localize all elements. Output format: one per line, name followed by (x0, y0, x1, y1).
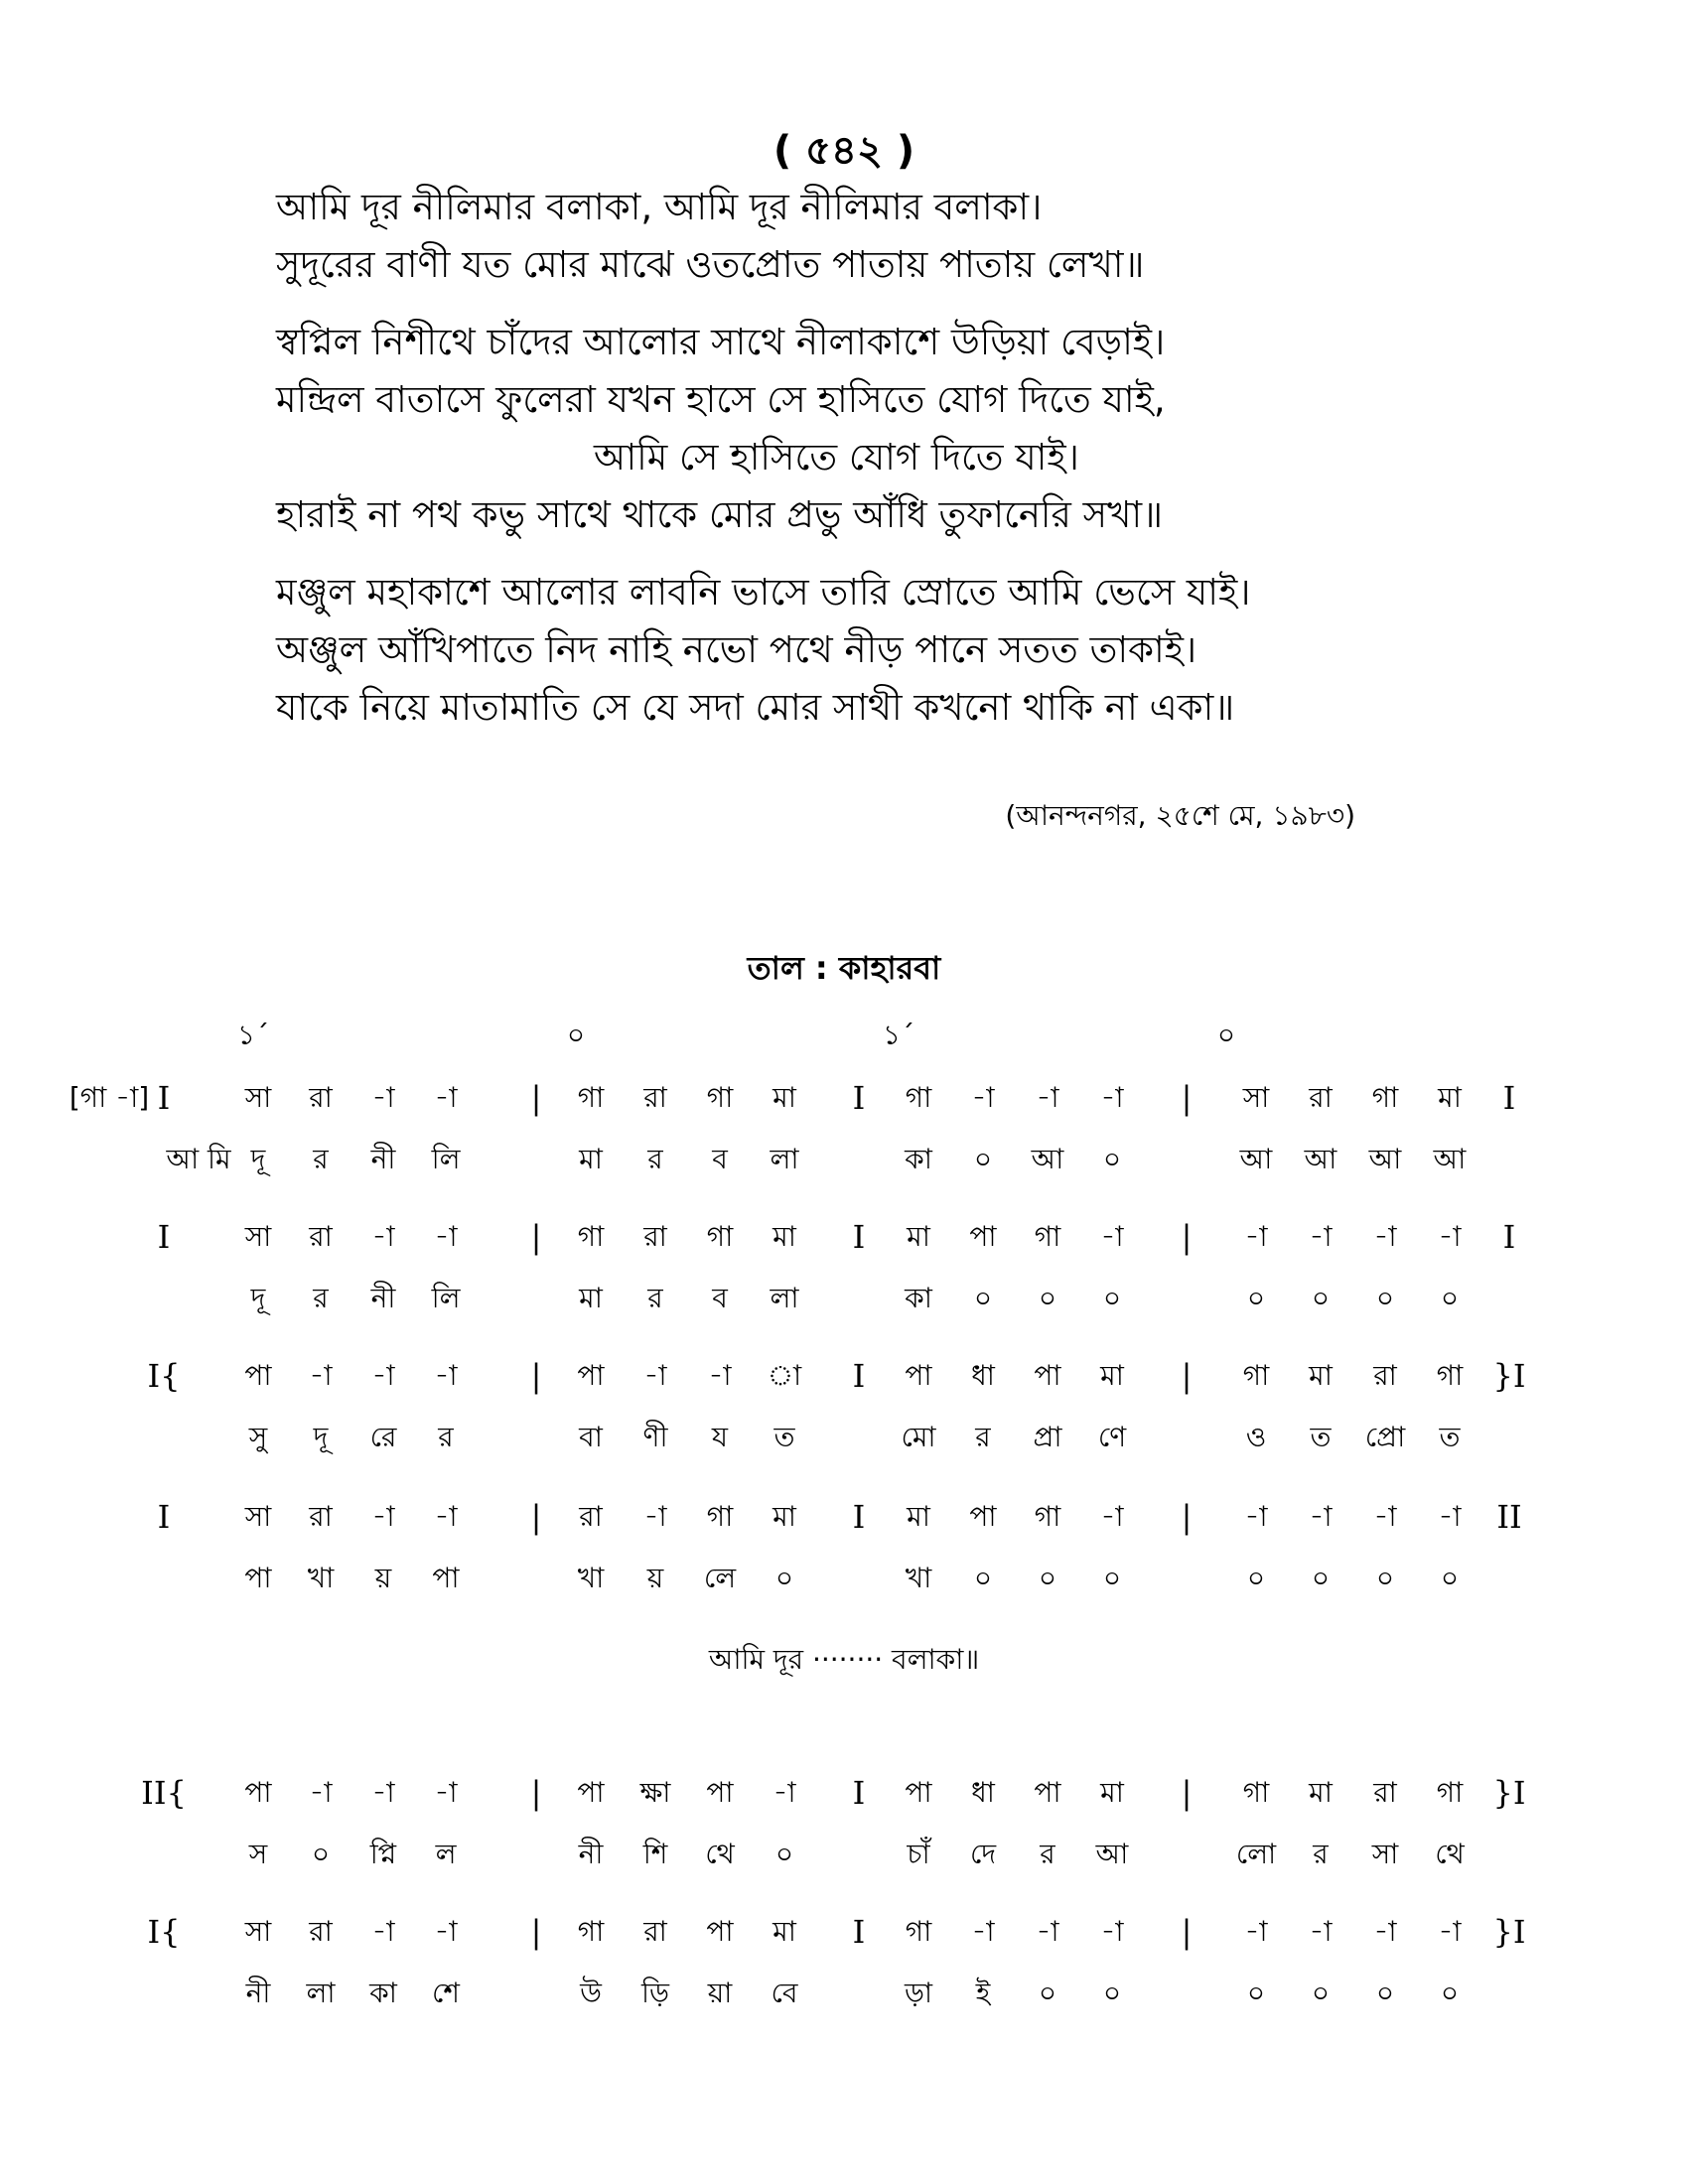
pre-swara: [গা -া] (69, 1081, 150, 1114)
swara-note: পা (706, 1776, 734, 1809)
lyric-syllable: সা (1371, 1838, 1399, 1870)
lyric-syllable: ০ (973, 1562, 993, 1594)
lyric-line: আমি দূর নীলিমার বলাকা, আমি দূর নীলিমার বলাকা। (276, 186, 1043, 228)
swara-note: মা (773, 1500, 796, 1533)
swara-note: পা (969, 1220, 997, 1253)
swara-note: সা (244, 1500, 272, 1533)
lyric-syllable: বে (771, 1977, 798, 2009)
divider-barline: | (1181, 1498, 1193, 1536)
lyric-syllable: প্রো (1364, 1421, 1406, 1453)
swara-note: -া (371, 1915, 395, 1948)
lyric-syllable: ০ (973, 1282, 993, 1314)
swara-note: মা (1309, 1776, 1333, 1809)
start-barline: I (157, 1498, 171, 1536)
lyric-syllable: ল (435, 1838, 457, 1870)
divider-barline: | (530, 1357, 542, 1395)
swara-note: পা (905, 1359, 932, 1392)
lyric-syllable: খা (905, 1562, 932, 1594)
lyric-syllable: থে (1435, 1838, 1465, 1870)
swara-note: -া (371, 1359, 395, 1392)
swara-note: গা (706, 1500, 734, 1533)
lyric-syllable: র (975, 1421, 991, 1453)
lyric-syllable: থে (705, 1838, 735, 1870)
lyric-syllable: আ (1368, 1143, 1402, 1175)
lyric-syllable: ব (712, 1143, 728, 1175)
lyric-syllable: আ (1433, 1143, 1467, 1175)
lyric-syllable: ০ (1246, 1977, 1266, 2009)
lyric-syllable: র (647, 1282, 663, 1314)
lyric-syllable: ব (712, 1282, 728, 1314)
lyric-line: মঞ্জুল মহাকাশে আলোর লাবনি ভাসে তারি স্রোতে আমি ভেসে যাই। (276, 571, 1251, 614)
swara-note: গা (1371, 1081, 1399, 1114)
swara-note: রা (643, 1081, 667, 1114)
lyric-syllable: দূ (250, 1282, 266, 1314)
swara-note: -া (371, 1776, 395, 1809)
swara-note: ধা (971, 1776, 995, 1809)
swara-note: -া (971, 1081, 995, 1114)
lyric-syllable: য (711, 1421, 729, 1453)
lyric-syllable: ০ (1246, 1282, 1266, 1314)
divider-barline: | (530, 1218, 542, 1256)
lyric-syllable: ড়া (904, 1977, 933, 2009)
lyric-syllable: নী (245, 1977, 271, 2009)
swara-note: রা (643, 1220, 667, 1253)
lyric-syllable: ত (1439, 1421, 1461, 1453)
swara-note: গা (1436, 1776, 1464, 1809)
start-barline: I{ (147, 1357, 181, 1395)
swara-note: মা (907, 1500, 930, 1533)
lyric-syllable: র (1313, 1838, 1329, 1870)
swara-note: পা (577, 1776, 605, 1809)
swara-note: মা (1438, 1081, 1462, 1114)
lyric-syllable: ০ (1440, 1562, 1460, 1594)
swara-note: মা (1100, 1776, 1124, 1809)
lyric-syllable: ত (774, 1421, 795, 1453)
lyric-syllable: কা (905, 1143, 932, 1175)
lyric-syllable: স (248, 1838, 268, 1870)
swara-note: রা (1373, 1359, 1397, 1392)
divider-barline: | (1181, 1079, 1193, 1117)
lyric-syllable: ০ (1038, 1562, 1057, 1594)
swara-note: -া (371, 1500, 395, 1533)
swara-note: -া (1100, 1915, 1124, 1948)
swara-note: -া (371, 1081, 395, 1114)
lyric-syllable: ০ (1375, 1562, 1395, 1594)
end-barline: I (1502, 1218, 1516, 1256)
lyric-syllable: খা (577, 1562, 605, 1594)
swara-note: গা (706, 1220, 734, 1253)
beat-mark: ০ (566, 1019, 586, 1051)
lyric-syllable: লা (770, 1282, 799, 1314)
swara-note: মা (773, 1220, 796, 1253)
lyric-syllable: লো (1235, 1838, 1277, 1870)
swara-note: -া (1309, 1500, 1333, 1533)
swara-note: -া (1244, 1220, 1268, 1253)
lyric-syllable: দূ (250, 1143, 266, 1175)
lyric-syllable: ০ (1311, 1562, 1331, 1594)
lyric-syllable: ণে (1097, 1421, 1127, 1453)
lyric-syllable: লি (431, 1282, 461, 1314)
swara-note: গা (1034, 1500, 1061, 1533)
end-barline: I (1502, 1079, 1516, 1117)
lyric-syllable: ০ (1440, 1977, 1460, 2009)
page-number: ( ৫৪২ ) (773, 128, 915, 174)
lyric-syllable: ০ (1038, 1282, 1057, 1314)
lyric-line: অঞ্জুল আঁখিপাতে নিদ নাহি নভো পথে নীড় পানে সতত তাকাই। (276, 628, 1197, 671)
lyric-syllable: মো (901, 1421, 936, 1453)
swara-note: -া (1309, 1220, 1333, 1253)
swara-note: -া (434, 1915, 458, 1948)
divider-barline: | (1181, 1913, 1193, 1951)
lyric-syllable: র (313, 1282, 329, 1314)
lyric-syllable: উ (580, 1977, 602, 2009)
lyric-syllable: দে (969, 1838, 997, 1870)
swara-note: -া (1036, 1915, 1059, 1948)
lyric-syllable: আ (1031, 1143, 1064, 1175)
divider-barline: | (1181, 1218, 1193, 1256)
lyric-line: হারাই না পথ কভু সাথে থাকে মোর প্রভু আঁধি তুফানেরি সখা॥ (276, 493, 1164, 536)
swara-note: -া (708, 1359, 732, 1392)
swara-note: পা (244, 1359, 272, 1392)
end-barline: II (1496, 1498, 1522, 1536)
swara-note: -া (309, 1776, 333, 1809)
beat-mark: ১´ (882, 1019, 915, 1051)
swara-note: সা (244, 1220, 272, 1253)
swara-note: গা (706, 1081, 734, 1114)
end-barline: }I (1492, 1913, 1526, 1951)
lyric-syllable: র (1040, 1838, 1055, 1870)
lyric-syllable: কা (369, 1977, 397, 2009)
lyric-syllable: ০ (1102, 1562, 1122, 1594)
divider-barline: I (852, 1774, 866, 1812)
swara-note: গা (1242, 1359, 1270, 1392)
swara-note: -া (1438, 1500, 1462, 1533)
lyric-syllable: ণী (642, 1421, 668, 1453)
divider-barline: I (852, 1913, 866, 1951)
lyric-syllable: রে (369, 1421, 397, 1453)
divider-barline: I (852, 1357, 866, 1395)
swara-note: পা (905, 1776, 932, 1809)
swara-note: রা (579, 1500, 603, 1533)
lyric-syllable: দূ (313, 1421, 329, 1453)
lyric-line: মন্দ্রিল বাতাসে ফুলেরা যখন হাসে সে হাসিতে যোগ দিতে যাই, (276, 378, 1166, 421)
swara-note: -া (1438, 1915, 1462, 1948)
swara-note: -া (1100, 1081, 1124, 1114)
divider-barline: I (852, 1498, 866, 1536)
swara-note: রা (1309, 1081, 1333, 1114)
lyric-syllable: ০ (1246, 1562, 1266, 1594)
beat-mark: ০ (1216, 1019, 1236, 1051)
lyric-syllable: মা (579, 1282, 603, 1314)
swara-note: -া (1036, 1081, 1059, 1114)
lyric-syllable: র (438, 1421, 454, 1453)
lyric-syllable: চাঁ (907, 1838, 930, 1870)
swara-note: মা (773, 1081, 796, 1114)
lyric-syllable: আ (1304, 1143, 1337, 1175)
swara-note: -া (1244, 1500, 1268, 1533)
swara-note: পা (1034, 1776, 1061, 1809)
lyric-syllable: ০ (1440, 1282, 1460, 1314)
divider-barline: | (530, 1498, 542, 1536)
swara-note: -া (643, 1359, 667, 1392)
swara-note: রা (309, 1220, 333, 1253)
lyric-syllable: ০ (311, 1838, 331, 1870)
lyric-syllable: ত (1310, 1421, 1332, 1453)
swara-note: -া (1373, 1220, 1397, 1253)
swara-note: গা (577, 1220, 605, 1253)
lyric-line: সুদূরের বাণী যত মোর মাঝে ওতপ্রোত পাতায় পাতায় লেখা॥ (276, 243, 1145, 286)
lyric-syllable: লা (306, 1977, 336, 2009)
swara-note: -া (1100, 1500, 1124, 1533)
end-barline: }I (1492, 1357, 1526, 1395)
lyric-syllable: প্রা (1033, 1421, 1062, 1453)
lyric-syllable: লা (770, 1143, 799, 1175)
swara-note: রা (309, 1915, 333, 1948)
swara-note: পা (1034, 1359, 1061, 1392)
swara-note: ক্ষা (639, 1776, 671, 1809)
lyric-syllable: ০ (1102, 1143, 1122, 1175)
lyric-syllable: প্নি (369, 1838, 397, 1870)
lyric-line: আমি সে হাসিতে যোগ দিতে যাই। (594, 436, 1079, 478)
swara-note: -া (434, 1776, 458, 1809)
swara-note: রা (309, 1081, 333, 1114)
swara-note: -া (773, 1776, 796, 1809)
swara-note: -া (434, 1081, 458, 1114)
lyric-syllable: লে (703, 1562, 737, 1594)
swara-note: -া (1373, 1915, 1397, 1948)
lyric-syllable: লি (431, 1143, 461, 1175)
swara-note: রা (643, 1915, 667, 1948)
lyric-syllable: য় (374, 1562, 392, 1594)
swara-note: -া (1244, 1915, 1268, 1948)
divider-barline: | (530, 1079, 542, 1117)
lyric-syllable: র (647, 1143, 663, 1175)
swara-note: গা (577, 1081, 605, 1114)
swara-note: -া (309, 1359, 333, 1392)
lyric-syllable: আ (1239, 1143, 1273, 1175)
lyric-syllable: ড়ি (641, 1977, 669, 2009)
swara-note: পা (244, 1776, 272, 1809)
lyric-syllable: শি (642, 1838, 668, 1870)
lyric-syllable: ০ (1102, 1977, 1122, 2009)
lyric-syllable: ০ (1375, 1977, 1395, 2009)
swara-note: রা (1373, 1776, 1397, 1809)
lyric-syllable: বা (579, 1421, 603, 1453)
swara-note: গা (1436, 1359, 1464, 1392)
swara-note: -া (643, 1500, 667, 1533)
refrain-note: আমি দূর ········ বলাকা॥ (708, 1643, 980, 1676)
lyric-syllable: নী (578, 1838, 604, 1870)
lyric-syllable: ০ (1311, 1977, 1331, 2009)
lyric-syllable: কা (905, 1282, 932, 1314)
swara-note: সা (244, 1915, 272, 1948)
swara-note: া (767, 1359, 802, 1392)
pre-lyric: আ মি (166, 1143, 231, 1175)
composition-credit: (আনন্দনগর, ২৫শে মে, ১৯৮৩) (1005, 799, 1355, 832)
lyric-syllable: ০ (774, 1562, 794, 1594)
lyric-syllable: পা (432, 1562, 460, 1594)
swara-note: পা (706, 1915, 734, 1948)
swara-note: গা (1034, 1220, 1061, 1253)
swara-note: পা (969, 1500, 997, 1533)
start-barline: I (157, 1218, 171, 1256)
lyric-syllable: ০ (1375, 1282, 1395, 1314)
lyric-syllable: ০ (1102, 1282, 1122, 1314)
start-barline: I (157, 1079, 171, 1117)
swara-note: -া (1309, 1915, 1333, 1948)
lyric-syllable: আ (1095, 1838, 1129, 1870)
swara-note: -া (371, 1220, 395, 1253)
taal-heading: তাল : কাহারবা (747, 949, 941, 987)
lyric-syllable: ও (1245, 1421, 1267, 1453)
swara-note: -া (434, 1359, 458, 1392)
lyric-line: যাকে নিয়ে মাতামাতি সে যে সদা মোর সাথী কখনো থাকি না একা॥ (276, 686, 1235, 729)
swara-note: রা (309, 1500, 333, 1533)
divider-barline: | (530, 1774, 542, 1812)
end-barline: }I (1492, 1774, 1526, 1812)
lyric-syllable: নী (370, 1282, 396, 1314)
beat-mark: ১´ (236, 1019, 270, 1051)
swara-note: গা (905, 1915, 932, 1948)
lyric-syllable: ০ (1038, 1977, 1057, 2009)
swara-note: মা (1100, 1359, 1124, 1392)
lyric-syllable: সু (248, 1421, 268, 1453)
swara-note: পা (577, 1359, 605, 1392)
divider-barline: I (852, 1079, 866, 1117)
lyric-syllable: ০ (973, 1143, 993, 1175)
swara-note: -া (1100, 1220, 1124, 1253)
start-barline: II{ (141, 1774, 187, 1812)
swara-note: গা (905, 1081, 932, 1114)
lyric-syllable: মা (579, 1143, 603, 1175)
lyric-syllable: পা (244, 1562, 272, 1594)
swara-note: সা (244, 1081, 272, 1114)
swara-note: -া (1373, 1500, 1397, 1533)
swara-note: মা (773, 1915, 796, 1948)
lyric-syllable: য় (646, 1562, 664, 1594)
lyric-syllable: খা (307, 1562, 335, 1594)
divider-barline: | (1181, 1357, 1193, 1395)
swara-note: -া (434, 1220, 458, 1253)
swara-note: মা (907, 1220, 930, 1253)
swara-note: -া (971, 1915, 995, 1948)
lyric-syllable: য়া (707, 1977, 733, 2009)
swara-note: সা (1242, 1081, 1270, 1114)
divider-barline: I (852, 1218, 866, 1256)
start-barline: I{ (147, 1913, 181, 1951)
lyric-syllable: ০ (1311, 1282, 1331, 1314)
swara-note: -া (1438, 1220, 1462, 1253)
lyric-syllable: নী (370, 1143, 396, 1175)
swara-note: মা (1309, 1359, 1333, 1392)
lyric-syllable: শে (432, 1977, 460, 2009)
divider-barline: | (1181, 1774, 1193, 1812)
lyric-syllable: ই (975, 1977, 991, 2009)
divider-barline: | (530, 1913, 542, 1951)
swara-note: -া (434, 1500, 458, 1533)
swara-note: গা (577, 1915, 605, 1948)
swara-note: ধা (971, 1359, 995, 1392)
lyric-syllable: র (313, 1143, 329, 1175)
lyric-line: স্বপ্নিল নিশীথে চাঁদের আলোর সাথে নীলাকাশে উড়িয়া বেড়াই। (276, 321, 1166, 363)
lyric-syllable: ০ (774, 1838, 794, 1870)
swara-note: গা (1242, 1776, 1270, 1809)
